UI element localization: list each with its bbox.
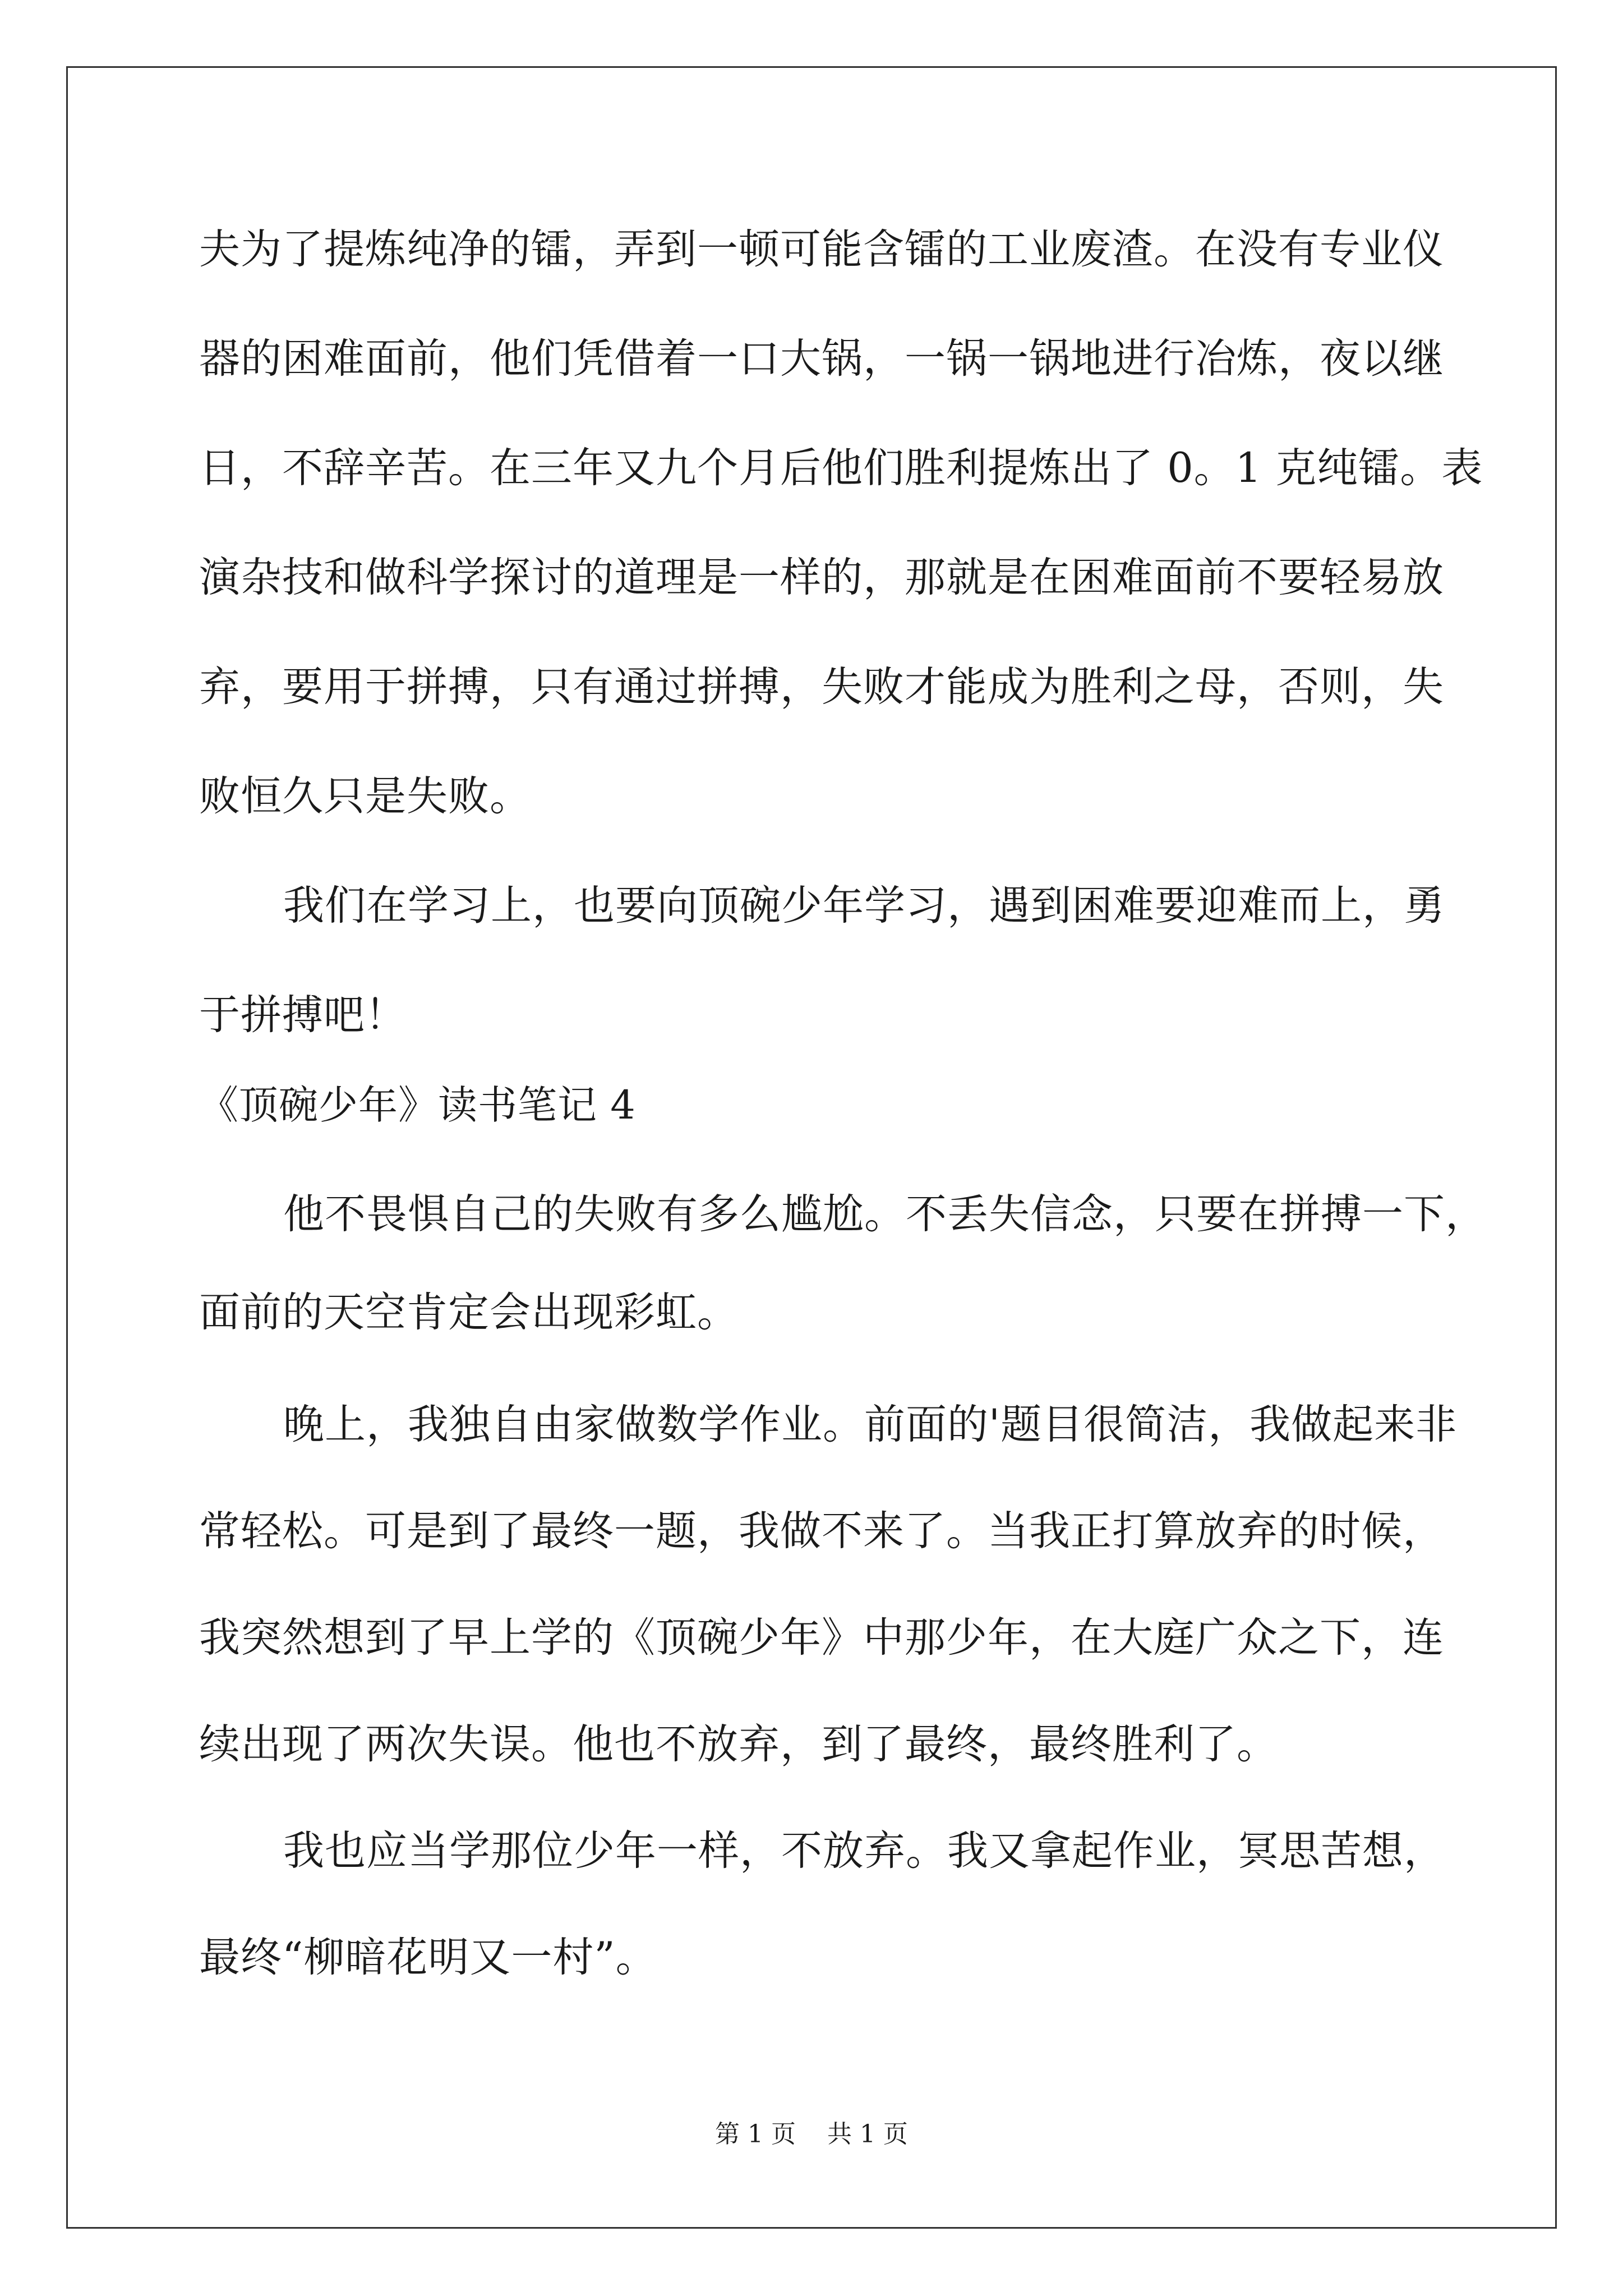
paragraph-line: 面前的天空肯定会出现彩虹。 xyxy=(199,1289,739,1336)
paragraph-line: 续出现了两次失误。他也不放弃，到了最终，最终胜利了。 xyxy=(199,1720,1278,1768)
page-footer: 第 1 页 共 1 页 xyxy=(715,2120,908,2148)
paragraph-line: 器的困难面前，他们凭借着一口大锅，一锅一锅地进行冶炼，夜以继 xyxy=(199,335,1444,383)
section-heading: 《顶碗少年》读书笔记 4 xyxy=(199,1082,636,1128)
paragraph-line: 常轻松。可是到了最终一题，我做不来了。当我正打算放弃的时候， xyxy=(199,1507,1444,1555)
paragraph-line: 他不畏惧自己的失败有多么尴尬。不丢失信念，只要在拼搏一下， xyxy=(283,1190,1487,1238)
page-border xyxy=(66,66,1557,2229)
paragraph-line: 日，不辞辛苦。在三年又九个月后他们胜利提炼出了 0。1 克纯镭。表 xyxy=(199,444,1483,492)
paragraph-line: 晚上，我独自由家做数学作业。前面的'题目很简洁，我做起来非 xyxy=(283,1401,1458,1448)
paragraph-line: 弃，要用于拼搏，只有通过拼搏，失败才能成为胜利之母，否则，失 xyxy=(199,663,1444,711)
paragraph-line: 演杂技和做科学探讨的道理是一样的，那就是在困难面前不要轻易放 xyxy=(199,554,1444,601)
paragraph-line: 最终“柳暗花明又一村”。 xyxy=(199,1934,657,1981)
paragraph-line: 夫为了提炼纯净的镭，弄到一顿可能含镭的工业废渣。在没有专业仪 xyxy=(199,226,1444,273)
paragraph-line: 我们在学习上，也要向顶碗少年学习，遇到困难要迎难而上，勇 xyxy=(283,882,1445,930)
paragraph-line: 败恒久只是失败。 xyxy=(199,772,531,820)
paragraph-line: 于拼搏吧！ xyxy=(199,991,407,1039)
paragraph-line: 我也应当学那位少年一样，不放弃。我又拿起作业，冥思苦想， xyxy=(283,1827,1445,1875)
paragraph-line: 我突然想到了早上学的《顶碗少年》中那少年，在大庭广众之下，连 xyxy=(199,1614,1444,1662)
